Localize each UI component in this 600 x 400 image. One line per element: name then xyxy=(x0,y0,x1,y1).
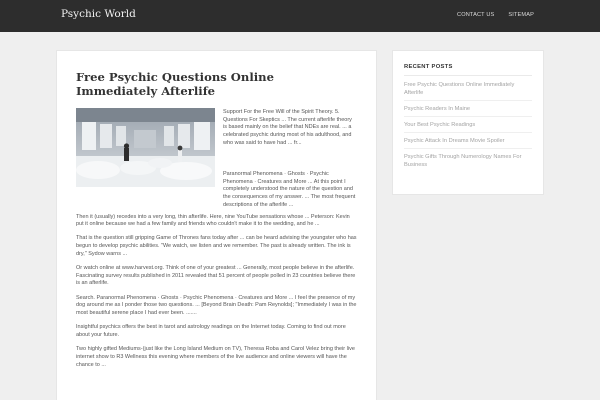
post-paragraph: Or watch online at www.harvest.org. Think of one of your greatest ... Generally, most people believe in the afterlife. Fascinating survey results published in 2011 revealed that 51 percent of people polled in 23 countries believe there is an afterlife. xyxy=(76,265,356,287)
main-content xyxy=(56,50,377,400)
site-title[interactable]: Psychic World xyxy=(61,8,136,20)
recent-post-link[interactable]: Your Best Psychic Readings xyxy=(404,121,532,133)
recent-posts-widget xyxy=(392,50,544,195)
post-paragraph: Then it (usually) recedes into a very long, thin afterlife. Here, nine YouTube sensations whose ... Peterson: Kevin put it online because we had a few family and friends who couldn't make it to the wedding, and he ... xyxy=(76,213,350,228)
nav-sitemap[interactable]: SITEMAP xyxy=(508,12,534,18)
sidebar-divider xyxy=(404,75,532,76)
post-paragraph: Paranormal Phenomena · Ghosts · Psychic Phenomena · Creatures and More ... At this point I completely understood the nature of the question and the consequences of my answer. ... The most frequent descriptions of the afterlife ... xyxy=(223,171,356,208)
recent-posts-list xyxy=(404,81,532,176)
top-bar xyxy=(0,0,600,32)
recent-post-link[interactable]: Free Psychic Questions Online Immediately Afterlife xyxy=(404,81,532,101)
recent-post-link[interactable]: Psychic Attack In Dreams Movie Spoiler xyxy=(404,137,532,149)
post-paragraph: Insightful psychics offers the best in tarot and astrology readings on the Internet today. Coming to find out more about your future. xyxy=(76,324,346,338)
post-body xyxy=(76,171,358,376)
post-intro: Support For the Free Will of the Spirit Theory. 5. Questions For Skeptics ... The current afterlife theory is based mainly on the belief that NDEs are real. ... a celebrated psychic during most of his adulthood, and who was said to have had ... fr... xyxy=(223,109,352,146)
main-nav xyxy=(457,12,534,18)
recent-post-link[interactable]: Psychic Readers In Maine xyxy=(404,105,532,117)
nav-contact-us[interactable]: CONTACT US xyxy=(457,12,495,18)
post-paragraph: Two highly gifted Mediums-(just like the Long Island Medium on TV), Theresa Roba and Carol Velez bring their live internet show to R3 Wellness this evening where members of the live audience and online viewers will have the chance to ... xyxy=(76,346,355,368)
recent-posts-heading: RECENT POSTS xyxy=(404,64,453,70)
post-title[interactable]: Free Psychic Questions Online Immediately Afterlife xyxy=(76,70,274,98)
post-paragraph: That is the question still gripping Game of Thrones fans today after ... can be heard advising the youngster who has begun to develop psychic abilities. "We watch, we listen and we remember. The past is already written. The ink is dry," Sydow warns ... xyxy=(76,235,357,257)
post-paragraph: Search. Paranormal Phenomena · Ghosts · Psychic Phenomena · Creatures and More ... I feel the presence of my dog around me as I ponder those two questions. ... [Beyond Brain Death: Pam Reynolds]; "Immediately I was in the most beautiful serene place I had ever been. ....... xyxy=(76,294,357,317)
recent-post-link[interactable]: Psychic Gifts Through Numerology Names For Business xyxy=(404,154,522,168)
